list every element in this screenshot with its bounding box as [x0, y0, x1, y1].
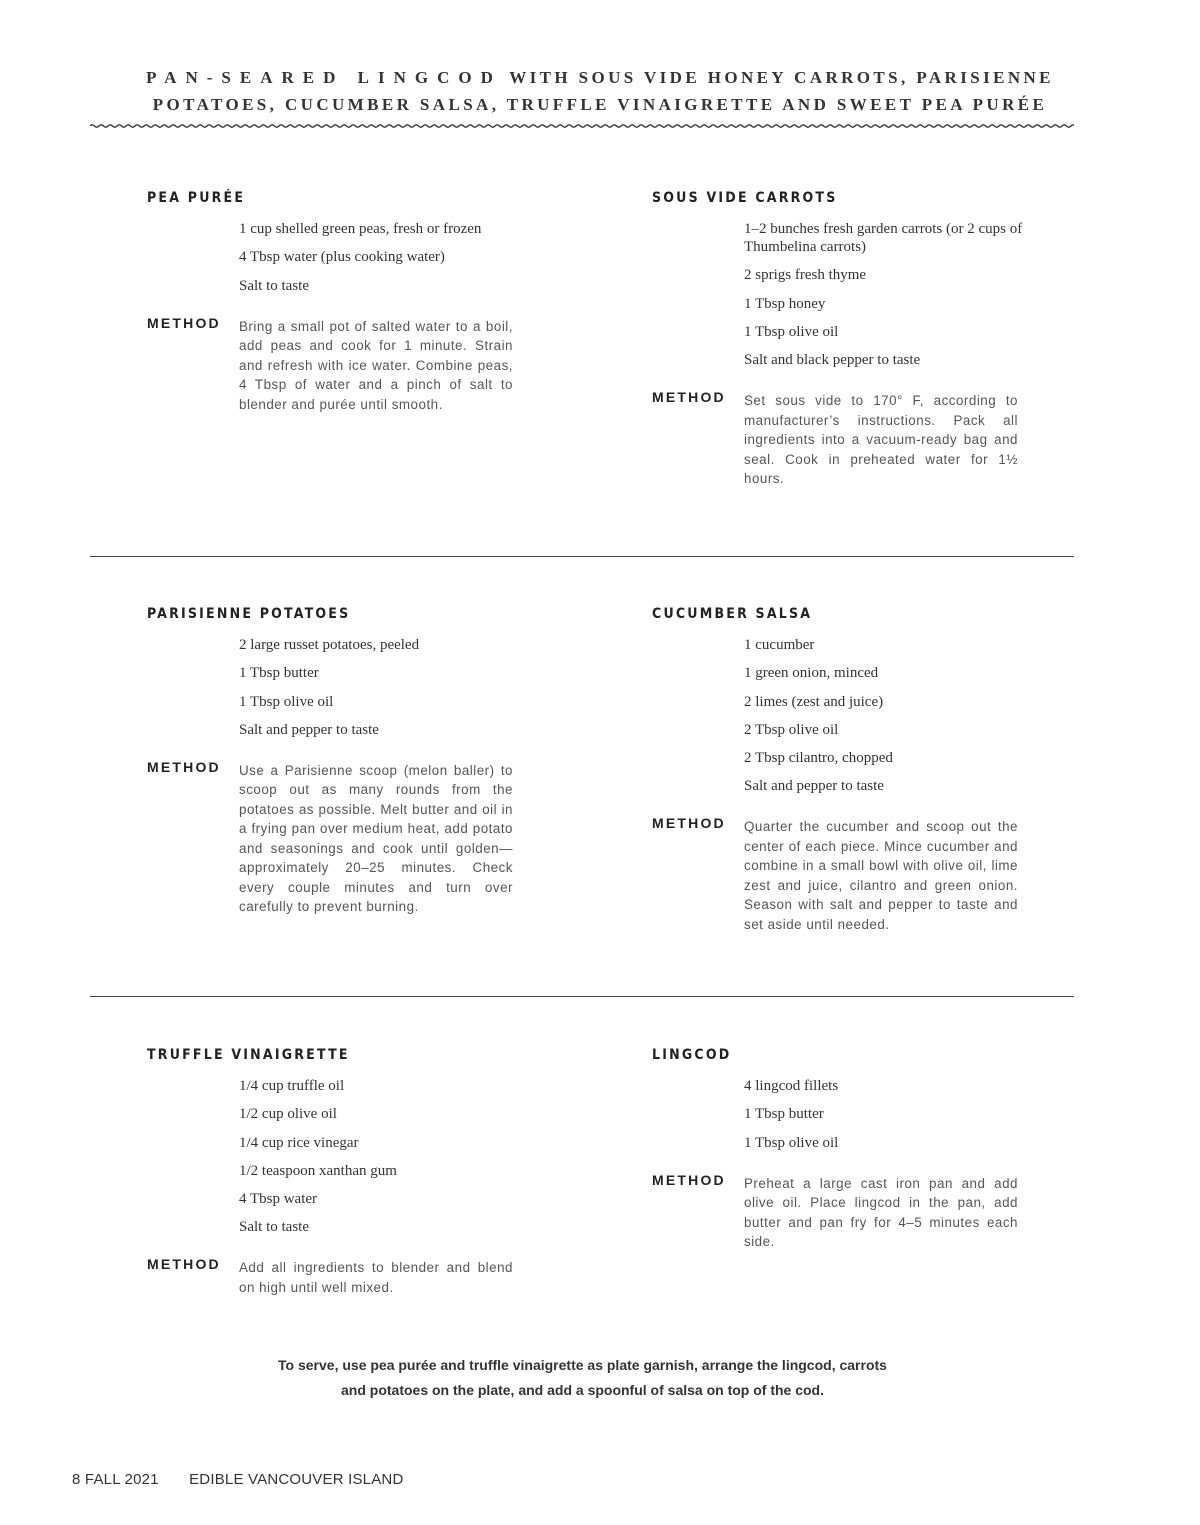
ingredient-item: 1–2 bunches fresh garden carrots (or 2 cups of Thumbelina carrots): [744, 221, 1023, 255]
section-title: PARISIENNE POTATOES: [147, 606, 351, 622]
ingredient-item: 1 cup shelled green peas, fresh or frozen: [239, 221, 482, 237]
ingredient-item: 2 Tbsp olive oil: [744, 721, 839, 738]
method-block: [147, 759, 547, 917]
ingredient-list: [744, 1077, 1029, 1152]
ingredient-item: 1/2 cup olive oil: [239, 1106, 337, 1123]
method-block: [147, 1256, 547, 1297]
ingredient-list: [744, 220, 1029, 369]
ingredient-item: Salt and black pepper to taste: [744, 352, 921, 369]
section-title: SOUS VIDE CARROTS: [652, 190, 838, 206]
ingredient-item: 1 Tbsp butter: [744, 1106, 824, 1123]
section-pea-puree: [147, 190, 547, 414]
ingredient-item: 4 Tbsp water: [239, 1191, 318, 1208]
ingredient-item: 1 Tbsp butter: [239, 665, 319, 682]
ingredient-list: [744, 636, 1029, 795]
section-sous-vide-carrots: [652, 190, 1052, 489]
section-title: LINGCOD: [652, 1047, 732, 1063]
section-divider: [90, 996, 1074, 997]
section-cucumber-salsa: [652, 606, 1052, 934]
section-lingcod: [652, 1047, 1052, 1252]
recipe-title: [60, 64, 1140, 118]
section-truffle-vinaigrette: [147, 1047, 547, 1297]
section-title: TRUFFLE VINAIGRETTE: [147, 1047, 350, 1063]
title-line-2: POTATOES, CUCUMBER SALSA, TRUFFLE VINAIGRETTE AND SWEET PEA PURÉE: [152, 95, 1048, 114]
ingredient-item: Salt to taste: [239, 277, 309, 294]
section-divider: [90, 556, 1074, 557]
ingredient-item: 2 Tbsp cilantro, chopped: [744, 750, 893, 767]
ingredient-list: [239, 1077, 524, 1236]
method-text: Add all ingredients to blender and blend on high until well mixed.: [239, 1260, 513, 1295]
ingredient-item: 2 large russet potatoes, peeled: [239, 637, 420, 653]
method-text: Set sous vide to 170° F, according to manufacturer’s instructions. Pack all ingredients into a vacuum-ready bag and seal. Cook in preheated water for 1½ hours.: [744, 393, 1018, 487]
section-title: CUCUMBER SALSA: [652, 606, 813, 622]
method-label: METHOD: [652, 389, 726, 406]
wavy-divider: [90, 120, 1074, 132]
ingredient-item: 1/4 cup truffle oil: [239, 1078, 345, 1094]
ingredient-list: [239, 636, 524, 739]
ingredient-item: 1 green onion, minced: [744, 665, 879, 682]
section-title: PEA PURÉE: [147, 190, 246, 206]
ingredient-item: 1 Tbsp olive oil: [239, 693, 334, 710]
method-label: METHOD: [147, 1256, 221, 1273]
title-lead: PAN-SEARED LINGCOD: [146, 68, 502, 87]
ingredient-item: 4 lingcod fillets: [744, 1078, 839, 1094]
method-label: METHOD: [652, 1171, 726, 1188]
method-text: Preheat a large cast iron pan and add olive oil. Place lingcod in the pan, add butter and pan fry for 4–5 minutes each side.: [744, 1175, 1018, 1250]
ingredient-item: Salt and pepper to taste: [239, 721, 379, 738]
ingredient-item: 1/2 teaspoon xanthan gum: [239, 1162, 397, 1179]
method-text: Bring a small pot of salted water to a boil, add peas and cook for 1 minute. Strain and refresh with ice water. Combine peas, 4 Tbsp of water and a pinch of salt to blender and purée until smooth.: [239, 318, 513, 412]
method-label: METHOD: [652, 815, 726, 832]
method-label: METHOD: [147, 314, 221, 331]
serving-line-2: and potatoes on the plate, and add a spoonful of salsa on top of the cod.: [340, 1382, 824, 1398]
ingredient-item: 1 Tbsp olive oil: [744, 1134, 839, 1151]
section-parisienne-potatoes: [147, 606, 547, 917]
ingredient-item: 1 Tbsp honey: [744, 295, 826, 312]
ingredient-list: [239, 220, 524, 295]
page-footer: [72, 1471, 403, 1488]
method-block: [652, 1172, 1052, 1252]
ingredient-item: Salt to taste: [239, 1219, 309, 1236]
method-text: Use a Parisienne scoop (melon baller) to scoop out as many rounds from the potatoes as possible. Melt butter and oil in a frying pan over medium heat, add potato and seasonings and cook until golden—approximately 20–25 minutes. Check every couple minutes and turn over carefully to prevent burning.: [239, 762, 513, 915]
ingredient-item: Salt and pepper to taste: [744, 778, 884, 795]
ingredient-item: 2 limes (zest and juice): [744, 693, 884, 710]
method-block: [652, 815, 1052, 934]
ingredient-item: 1 cucumber: [744, 637, 815, 653]
method-block: [147, 315, 547, 415]
page-number-issue: 8 FALL 2021: [72, 1471, 159, 1488]
ingredient-item: 4 Tbsp water (plus cooking water): [239, 249, 445, 266]
title-line-1: [60, 64, 1140, 91]
title-line-1-rest: WITH SOUS VIDE HONEY CARROTS, PARISIENNE: [509, 68, 1054, 87]
magazine-name: EDIBLE VANCOUVER ISLAND: [189, 1471, 404, 1488]
method-text: Quarter the cucumber and scoop out the center of each piece. Mince cucumber and combine in a small bowl with olive oil, lime zest and juice, cilantro and green onion. Season with salt and pepper to taste and set aside until needed.: [744, 819, 1018, 932]
ingredient-item: 1/4 cup rice vinegar: [239, 1134, 359, 1151]
serving-line-1: To serve, use pea purée and truffle vinaigrette as plate garnish, arrange the lingcod, carrots: [278, 1357, 887, 1373]
ingredient-item: 2 sprigs fresh thyme: [744, 267, 867, 284]
ingredient-item: 1 Tbsp olive oil: [744, 323, 839, 340]
method-block: [652, 389, 1052, 489]
method-label: METHOD: [147, 758, 221, 775]
serving-instructions: [190, 1353, 975, 1403]
